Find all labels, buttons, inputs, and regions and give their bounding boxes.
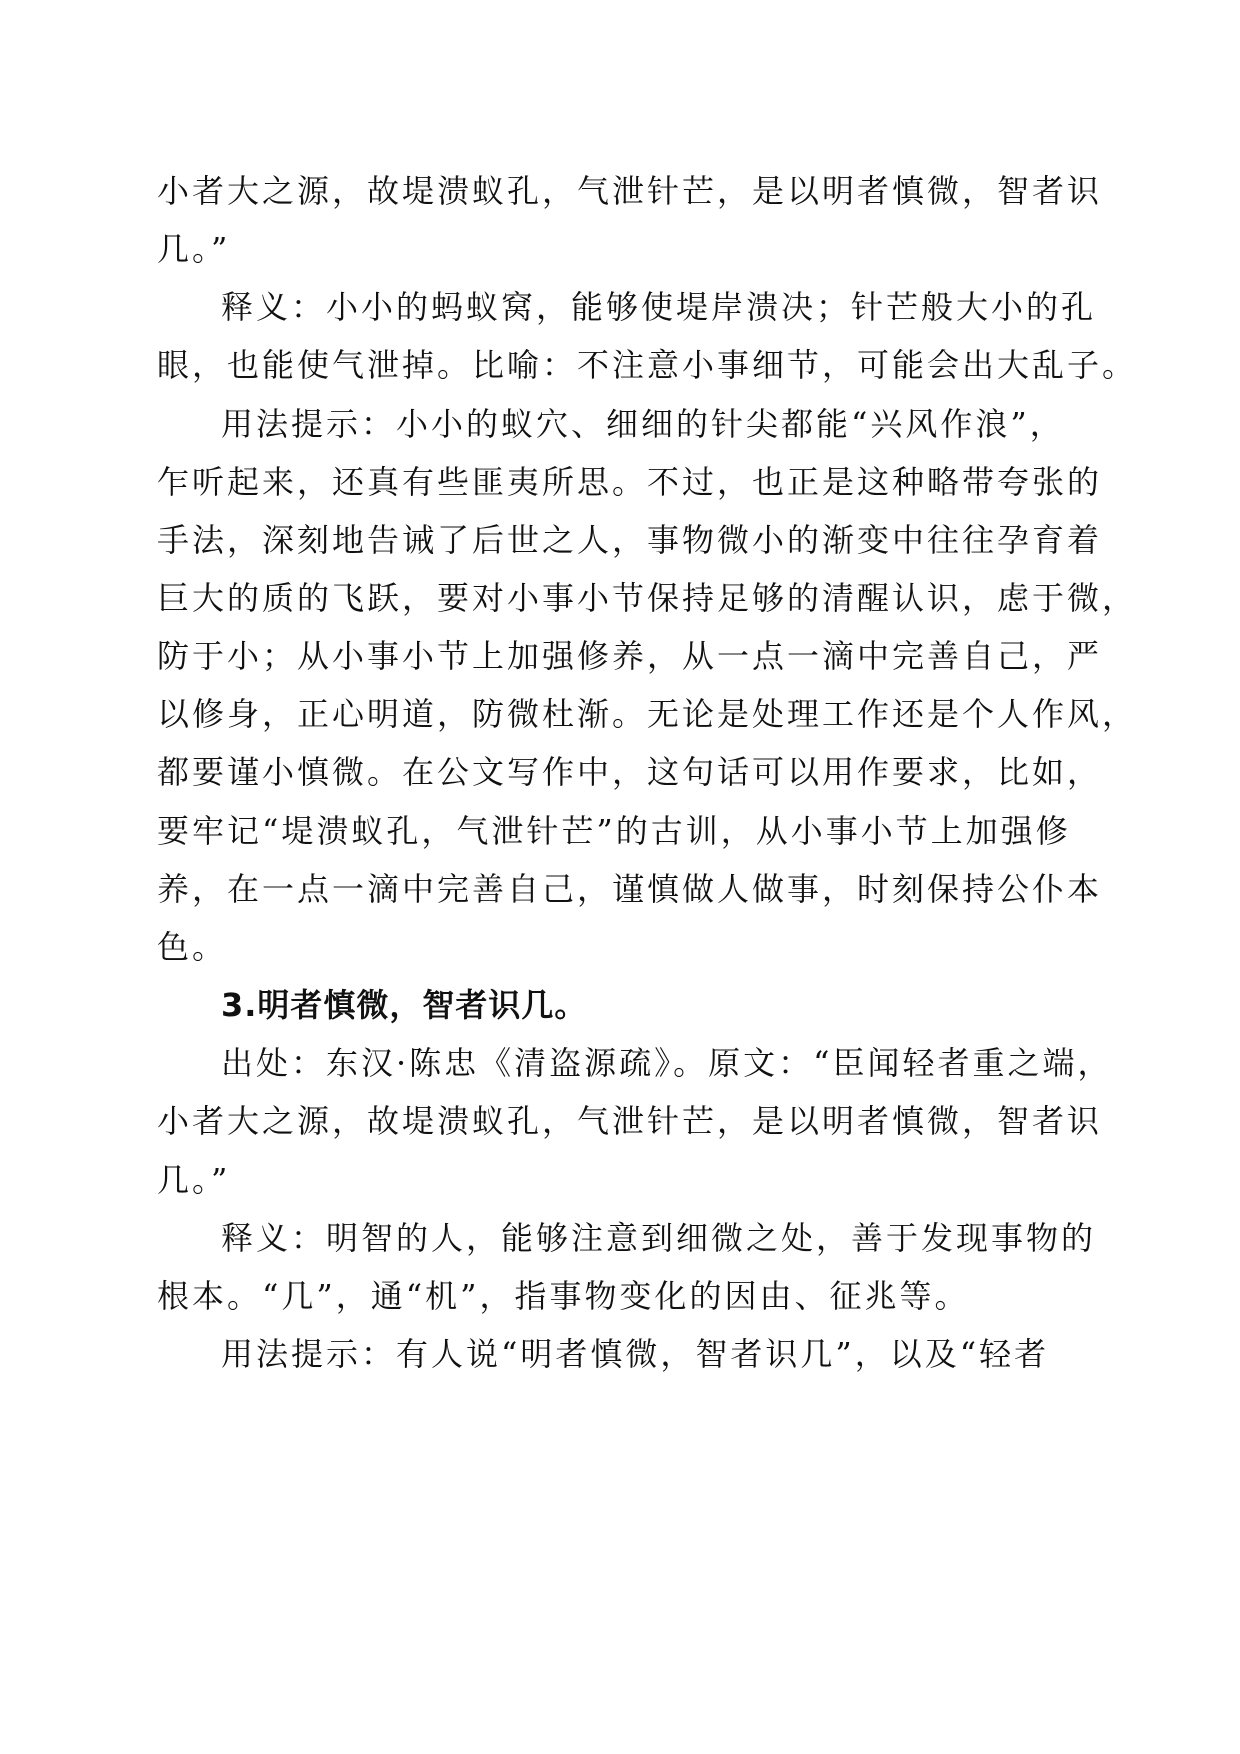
text-line: 养，在一点一滴中完善自己，谨慎做人做事，时刻保持公仆本 [157,870,1103,908]
text-line: 几。” [157,1161,231,1199]
text-line: 防于小；从小事小节上加强修养，从一点一滴中完善自己，严 [157,637,1103,675]
text-line: 眼，也能使气泄掉。比喻：不注意小事细节，可能会出大乱子。 [157,346,1138,384]
text-line: 要牢记“堤溃蚁孔，气泄针芒”的古训，从小事小节上加强修 [157,812,1071,850]
text-line: 乍听起来，还真有些匪夷所思。不过，也正是这种略带夸张的 [157,463,1103,501]
text-line: 小者大之源，故堤溃蚁孔，气泄针芒，是以明者慎微，智者识 [157,1102,1103,1140]
text-line: 以修身，正心明道，防微杜渐。无论是处理工作还是个人作风， [157,695,1138,733]
text-line: 几。” [157,230,231,268]
text-line: 释义：小小的蚂蚁窝，能够使堤岸溃决；针芒般大小的孔 [221,288,1097,326]
text-line: 色。 [157,928,228,966]
text-line: 巨大的质的飞跃，要对小事小节保持足够的清醒认识，虑于微， [157,579,1138,617]
text-line: 释义：明智的人，能够注意到细微之处，善于发现事物的 [221,1219,1097,1257]
text-line: 用法提示：有人说“明者慎微，智者识几”，以及“轻者 [221,1335,1050,1373]
text-line: 用法提示：小小的蚁穴、细细的针尖都能“兴风作浪”， [221,405,1065,443]
text-line: 根本。“几”，通“机”，指事物变化的因由、征兆等。 [157,1277,970,1315]
text-line: 小者大之源，故堤溃蚁孔，气泄针芒，是以明者慎微，智者识 [157,172,1103,210]
text-line: 出处：东汉·陈忠《清盗源疏》。原文：“臣闻轻者重之端， [221,1044,1113,1082]
text-line: 手法，深刻地告诫了后世之人，事物微小的渐变中往往孕育着 [157,521,1103,559]
text-line: 都要谨小慎微。在公文写作中，这句话可以用作要求，比如， [157,753,1103,791]
section-heading: 3.明者慎微，智者识几。 [221,986,588,1024]
